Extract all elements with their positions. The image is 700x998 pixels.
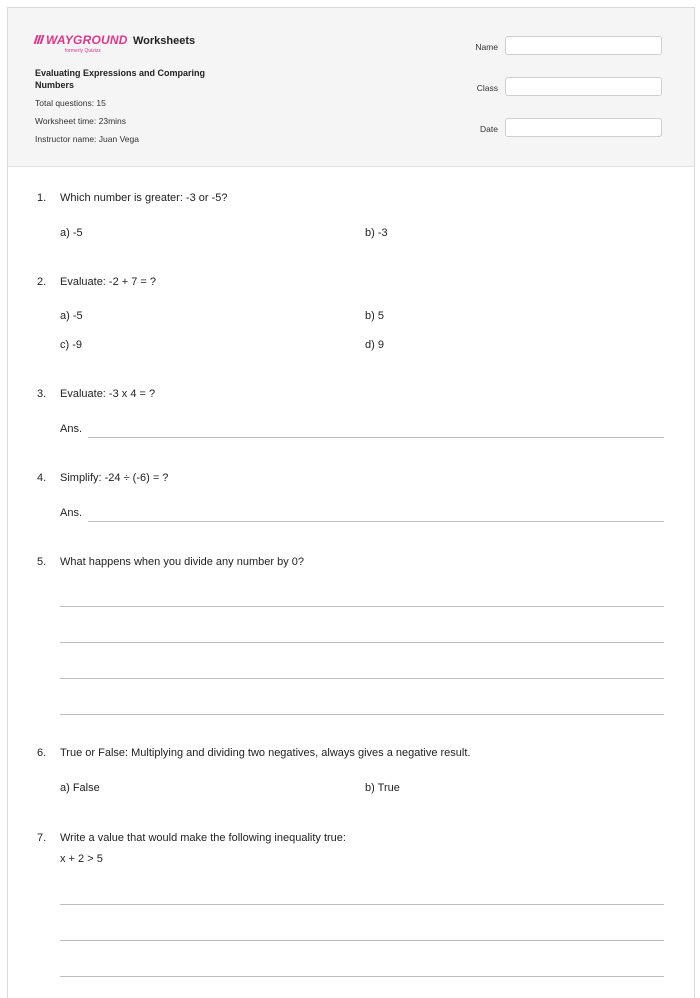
answer-line[interactable] [88, 521, 664, 522]
section-title: Worksheets [133, 35, 196, 47]
date-label: Date [480, 124, 498, 134]
logo-tagline: formerly Quizizz [65, 48, 101, 54]
brand-logo [35, 33, 128, 54]
answer-line[interactable] [60, 940, 664, 941]
worksheet-page [7, 7, 695, 998]
question-number: 5. [37, 556, 47, 568]
question-number: 1. [37, 192, 47, 204]
instructor-name: Instructor name: Juan Vega [35, 134, 139, 144]
answer-line[interactable] [60, 606, 664, 607]
option-a: a) -5 [60, 227, 83, 239]
wayground-logo [35, 33, 128, 47]
option-d: d) 9 [365, 339, 384, 351]
answer-line[interactable] [60, 642, 664, 643]
question-number: 6. [37, 747, 47, 759]
question-text: Which number is greater: -3 or -5? [60, 192, 228, 204]
name-label: Name [475, 42, 498, 52]
question-number: 2. [37, 276, 47, 288]
answer-label: Ans. [60, 507, 83, 519]
answer-line[interactable] [60, 678, 664, 679]
question-text: What happens when you divide any number by 0? [60, 556, 304, 568]
question-expression: x + 2 > 5 [60, 853, 103, 865]
date-field[interactable] [505, 118, 662, 137]
option-a: a) False [60, 782, 100, 794]
total-questions: Total questions: 15 [35, 98, 106, 108]
logo-bars-icon [35, 33, 44, 47]
worksheet-title: Evaluating Expressions and Comparing Numbers [35, 68, 206, 90]
name-field[interactable] [505, 36, 662, 55]
worksheet-time: Worksheet time: 23mins [35, 116, 127, 126]
answer-line[interactable] [60, 976, 664, 977]
question-number: 7. [37, 832, 47, 844]
answer-label: Ans. [60, 423, 83, 435]
question-text: Evaluate: -2 + 7 = ? [60, 276, 157, 288]
question-number: 3. [37, 388, 47, 400]
option-b: b) 5 [365, 310, 384, 322]
option-b: b) -3 [365, 227, 388, 239]
question-text: True or False: Multiplying and dividing two negatives, always gives a negative result. [60, 747, 471, 759]
worksheet-header [8, 8, 694, 167]
option-c: c) -9 [60, 339, 82, 351]
option-a: a) -5 [60, 310, 83, 322]
answer-line[interactable] [88, 437, 664, 438]
class-field[interactable] [505, 77, 662, 96]
class-label: Class [476, 83, 498, 93]
answer-line[interactable] [60, 714, 664, 715]
question-number: 4. [37, 472, 47, 484]
question-text: Write a value that would make the following inequality true: [60, 832, 346, 844]
logo-text: WAYGROUND [46, 33, 128, 47]
option-b: b) True [365, 782, 400, 794]
question-text: Evaluate: -3 x 4 = ? [60, 388, 156, 400]
question-text: Simplify: -24 ÷ (-6) = ? [60, 472, 169, 484]
answer-line[interactable] [60, 904, 664, 905]
